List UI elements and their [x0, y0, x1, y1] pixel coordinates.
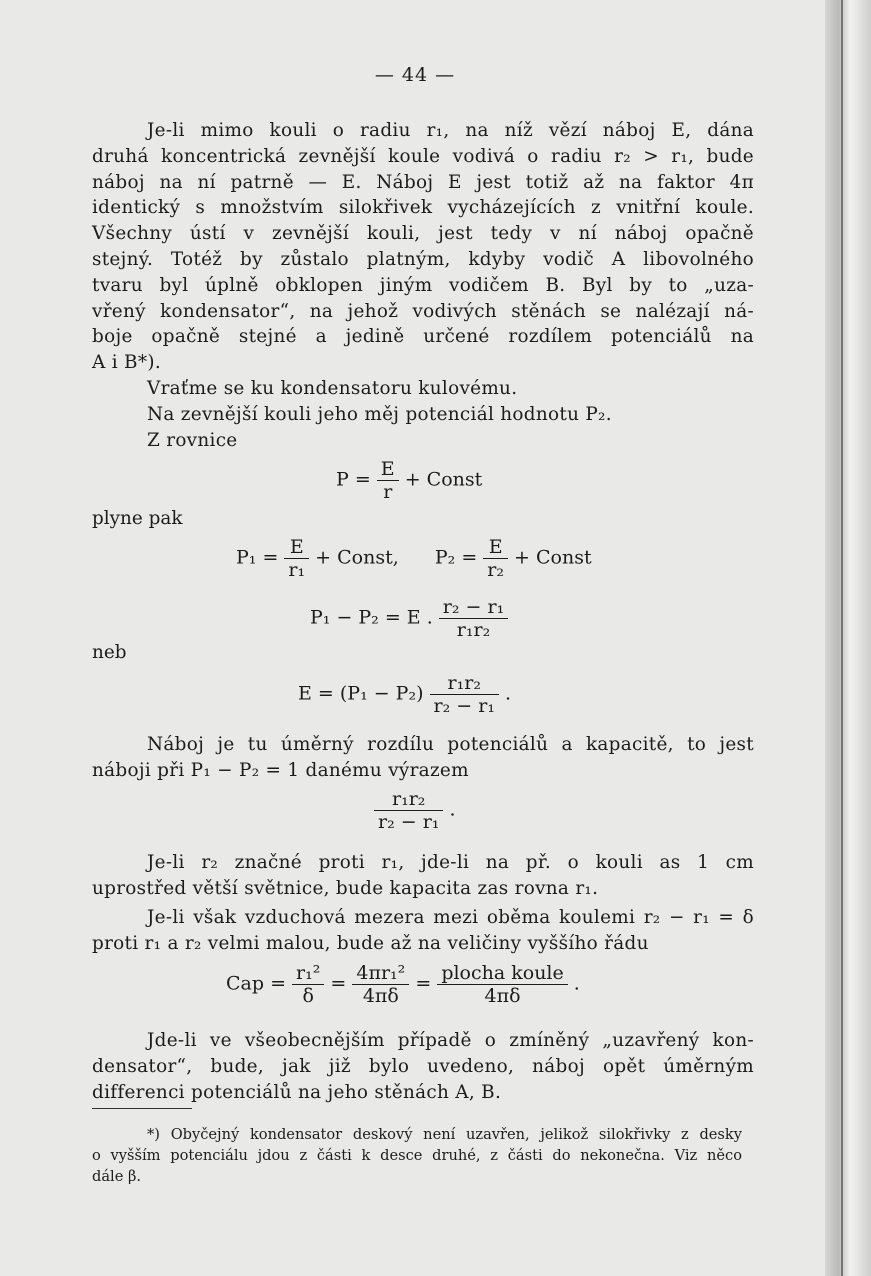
text-line: identický s množstvím silokřivek vycházejících z vnitřní koule.	[92, 197, 754, 219]
equation-rhs: + Const	[514, 546, 592, 569]
text-line: uprostřed větší světnice, bude kapacita zas rovna r₁.	[92, 877, 599, 899]
equation-period: .	[449, 798, 456, 821]
paragraph-large-radius	[92, 850, 754, 902]
book-gutter	[825, 0, 871, 1276]
equation-capacity-approx	[226, 962, 580, 1007]
text-line: Náboj je tu úměrný rozdílu potenciálů a kapacitě, to jest	[147, 734, 754, 755]
text-line: densator“, bude, jak již bylo uvedeno, náboj opět úměrným	[92, 1055, 754, 1077]
equation-capacity-expression	[374, 788, 456, 833]
equation-rhs: + Const	[404, 468, 483, 491]
text-line: Z rovnice	[147, 429, 238, 451]
text-line: Jde-li ve všeobecnějším případě o zmíněný „uzavřený kon-	[147, 1030, 754, 1051]
fraction-numerator: r₂ − r₁	[439, 596, 508, 619]
fraction-denominator: 4πδ	[362, 985, 399, 1007]
text-line: vřený kondensator“, na jehož vodivých stěnách se nalézají ná-	[92, 300, 754, 322]
text-line: A i B*).	[92, 352, 161, 374]
equation-lhs: P₁ − P₂ = E .	[310, 606, 433, 629]
equation-lhs: P =	[336, 468, 371, 491]
fraction	[374, 788, 443, 833]
fraction-denominator: r₁r₂	[456, 619, 491, 641]
equation-lhs: P₂ =	[434, 546, 478, 569]
fraction	[352, 962, 409, 1007]
fraction-denominator: 4πδ	[484, 985, 521, 1007]
text-line: Je-li r₂ značné proti r₁, jde-li na př. o kouli as 1 cm	[147, 852, 754, 873]
fraction-numerator: 4πr₁²	[352, 962, 409, 985]
text-line: Je-li mimo kouli o radiu r₁, na níž vězí náboj E, dána	[147, 120, 754, 141]
text-line: druhá koncentrická zevnější koule vodivá o radiu r₂ > r₁, bude	[92, 145, 754, 167]
fraction-numerator: E	[483, 536, 508, 559]
text-line: Je-li však vzduchová mezera mezi oběma koulemi r₂ − r₁ = δ	[147, 907, 754, 928]
page-number: — 44 —	[374, 64, 456, 86]
fraction	[439, 596, 508, 641]
fraction-denominator: r₂ − r₁	[433, 695, 495, 717]
fraction	[284, 536, 309, 581]
equation-p1-p2	[236, 536, 592, 581]
equals-sign: =	[415, 972, 432, 995]
text-line: differenci potenciálů na jeho stěnách A, B.	[92, 1081, 502, 1103]
footnote-line: *) Obyčejný kondensator deskový není uzavřen, jelikož silokřivky z desky	[147, 1126, 742, 1143]
fraction-numerator: r₁²	[292, 962, 324, 985]
fraction-denominator: r₁	[288, 559, 306, 581]
fraction-denominator: r	[383, 481, 393, 503]
footnote-line: o vyšším potenciálu jdou z části k desce druhé, z části do nekonečna. Viz něco	[92, 1147, 742, 1164]
equation-period: .	[505, 682, 512, 705]
equation-period: .	[573, 972, 580, 995]
fraction-numerator: E	[284, 536, 309, 559]
text-line: náboji při P₁ − P₂ = 1 danému výrazem	[92, 759, 469, 781]
fraction-numerator: E	[377, 458, 399, 481]
label-plyne-pak: plyne pak	[92, 508, 183, 529]
text-line: Vraťme se ku kondensatoru kulovému.	[147, 377, 518, 399]
paragraph-proportional	[92, 732, 754, 784]
text-line: proti r₁ a r₂ velmi malou, bude až na veličiny vyššího řádu	[92, 932, 649, 954]
text-line: náboj na ní patrně — E. Náboj E jest totiž až na faktor 4π	[92, 171, 754, 193]
equation-lhs: P₁ =	[236, 546, 279, 569]
text-line: tvaru byl úplně obklopen jiným vodičem B. Byl by to „uza-	[92, 274, 754, 296]
equation-lhs: Cap =	[226, 972, 286, 995]
label-neb: neb	[92, 642, 127, 663]
text-line: Na zevnější kouli jeho měj potenciál hodnotu P₂.	[147, 403, 612, 425]
equation-potential-difference	[310, 596, 508, 641]
footnote-line: dále β.	[92, 1168, 142, 1185]
fraction-numerator: plocha koule	[437, 962, 567, 985]
fraction	[430, 672, 499, 717]
fraction	[377, 458, 399, 503]
paragraph-concentric-spheres	[92, 118, 754, 453]
fraction-denominator: r₂	[487, 559, 504, 581]
text-line: Všechny ústí v zevnější kouli, jest tedy v ní náboj opačně	[92, 223, 754, 245]
fraction	[292, 962, 324, 1007]
fraction-denominator: r₂ − r₁	[378, 811, 440, 833]
equals-sign: =	[330, 972, 347, 995]
text-line: stejný. Totéž by zůstalo platným, kdyby vodič A libovolného	[92, 248, 754, 270]
gutter-shadow-line	[841, 0, 843, 1276]
fraction-numerator: r₁r₂	[374, 788, 443, 811]
fraction-numerator: r₁r₂	[430, 672, 499, 695]
fraction	[483, 536, 508, 581]
fraction-denominator: δ	[302, 985, 314, 1007]
fraction	[437, 962, 567, 1007]
equation-rhs: + Const,	[315, 546, 399, 569]
equation-lhs: E = (P₁ − P₂)	[298, 682, 424, 705]
footnote	[92, 1124, 742, 1187]
paragraph-small-gap	[92, 905, 754, 957]
paragraph-general-condenser	[92, 1028, 754, 1105]
text-line: boje opačně stejné a jedině určené rozdílem potenciálů na	[92, 326, 754, 348]
equation-charge	[298, 672, 511, 717]
equation-potential	[336, 458, 482, 503]
footnote-rule	[92, 1108, 192, 1109]
